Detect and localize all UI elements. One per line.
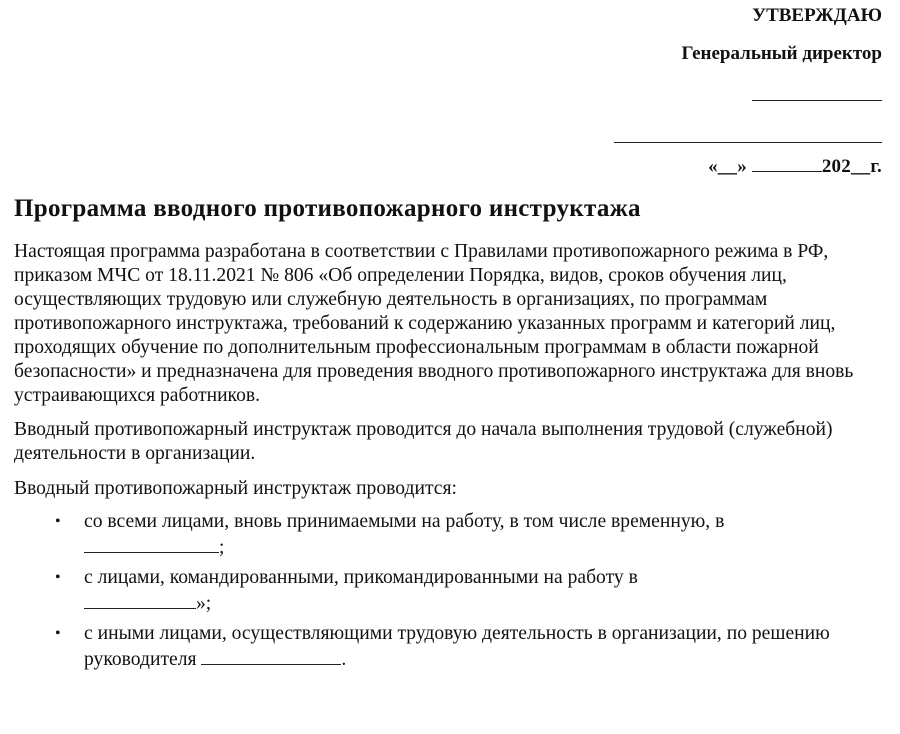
document-body <box>14 240 892 678</box>
list-item-end: . <box>341 649 347 670</box>
paragraph-timing: Вводный противопожарный инструктаж проводится до начала выполнения трудовой (служебной) деятельности в организации. <box>14 419 833 464</box>
fill-blank <box>84 534 219 553</box>
list-item-text: с иными лицами, осуществляющими трудовую деятельность в организации, по решению руководителя <box>84 623 830 670</box>
paragraph-audience-intro: Вводный противопожарный инструктаж проводится: <box>14 478 457 499</box>
bullet-icon: • <box>55 625 61 642</box>
list-item <box>14 510 892 560</box>
list-item-text: с лицами, командированными, прикомандированными на работу в <box>84 567 638 588</box>
document-title: Программа вводного противопожарного инструктажа <box>14 195 641 222</box>
paragraph-basis: Настоящая программа разработана в соответствии с Правилами противопожарного режима в РФ, приказом МЧС от 18.11.2021 № 806 «Об определении Порядка, видов, сроков обучения лиц, осуществляющих трудовую или служебную деятельность в организациях, по программам противопожарного инструктажа, требований к содержанию указанных программ и категорий лиц, проходящих обучение по дополнительным профессиональным программам в области пожарной безопасности» и предназначена для проведения вводного противопожарного инструктажа для вновь устраивающихся работников. <box>14 241 854 406</box>
signature-blank <box>752 84 882 101</box>
approval-heading: УТВЕРЖДАЮ <box>752 5 882 26</box>
bullet-icon: • <box>55 569 61 586</box>
list-item-text: со всеми лицами, вновь принимаемыми на работу, в том числе временную, в <box>84 511 725 532</box>
date-month-blank <box>752 155 822 172</box>
date-year: 202__г. <box>821 156 882 177</box>
audience-list <box>14 510 892 672</box>
list-item <box>14 622 892 672</box>
date-day: «__» <box>708 156 747 177</box>
approval-position: Генеральный директор <box>681 43 882 64</box>
list-item <box>14 566 892 616</box>
fill-blank <box>201 646 341 665</box>
list-item-end: »; <box>196 593 212 614</box>
name-blank <box>614 126 882 143</box>
bullet-icon: • <box>55 513 61 530</box>
list-item-end: ; <box>219 537 225 558</box>
approval-date <box>614 155 882 177</box>
approval-block <box>614 6 882 177</box>
fill-blank <box>84 590 196 609</box>
